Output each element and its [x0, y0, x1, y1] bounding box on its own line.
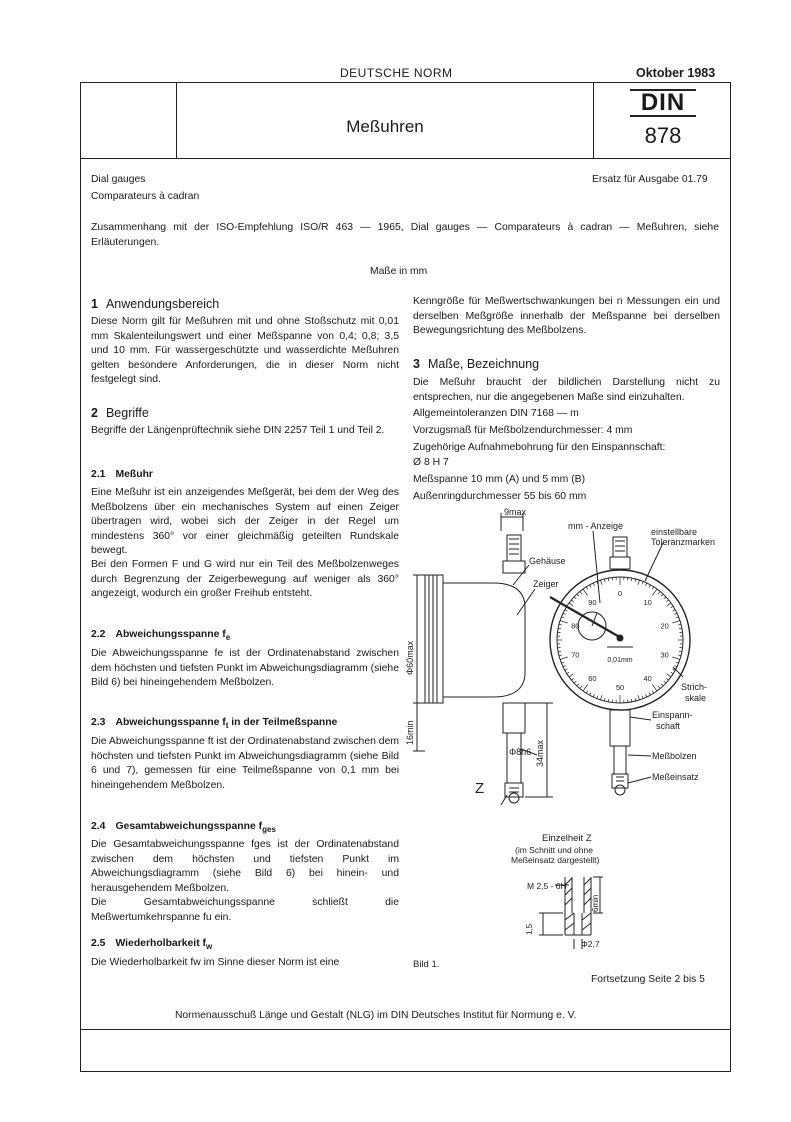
heading-3: 3 Maße, Bezeichnung: [413, 357, 540, 371]
dial-tick: [590, 585, 591, 588]
dim-60max: Φ60max: [405, 640, 415, 675]
dial-unit: 0,01mm: [607, 657, 633, 664]
din-logo: [630, 89, 696, 149]
dial-tick: [674, 666, 677, 667]
dial-tick: [671, 606, 674, 608]
dial-tick: [635, 579, 636, 582]
subtitle-en: Dial gauges: [91, 174, 146, 185]
dial-number: 30: [660, 650, 669, 660]
dial-tick: [671, 672, 674, 674]
dial-tick: [574, 681, 576, 683]
section-2-5-text: Die Wiederholbarkeit fw im Sinne dieser Norm ist eine: [91, 957, 340, 968]
dim-9max: 9max: [504, 507, 527, 517]
housing-side: [443, 583, 525, 697]
section-3-text: Die Meßuhr braucht der bildlichen Darstellung nicht zu entsprechen, nur die angegebenen Maße sind einzuhalten.: [413, 377, 720, 403]
dial-tick: [652, 691, 654, 694]
dial-tick: [658, 591, 660, 593]
units-note: Maße in mm: [370, 266, 428, 277]
ring-diameter-line: Außenringdurchmesser 55 bis 60 mm: [413, 491, 587, 502]
dial-tick: [667, 603, 671, 606]
dial-tick: [672, 657, 680, 659]
dial-tick: [652, 589, 657, 595]
section-2-1-text1: Eine Meßuhr ist ein anzeigendes Meßgerät, bei dem der Weg des Meßbolzens über ein mechanisches System auf einen Zeiger übertragen wird, wobei sich der Zeiger in der Regel um mindestens 360° vor einer gleichmäßig geteilten Rundskale bewegt.: [91, 487, 399, 557]
dial-tick: [601, 580, 603, 585]
figure-caption: Bild 1.: [413, 959, 440, 970]
dial-tick: [601, 695, 603, 700]
din-number: 878: [644, 123, 682, 148]
label-z: Z: [475, 780, 485, 797]
section-2-4-text2: Die Gesamtabweichungsspanne schließt die Meßwertumkehrspanne fu ein.: [91, 897, 399, 923]
dial-tick: [679, 651, 682, 652]
section-2-2-text: Die Abweichungsspanne fe ist der Ordinatenabstand zwischen dem höchsten und tiefsten Punkt im Abweichungsdiagramm (siehe Bild 6) bei hineingehendem Meßbolzen.: [91, 648, 399, 689]
label-messeinsatz: Meßeinsatz: [652, 772, 699, 782]
dial-tick: [567, 672, 570, 674]
dial-tick: [678, 655, 681, 656]
label-gehaeuse: Gehäuse: [529, 556, 566, 566]
dial-tick: [559, 624, 562, 625]
dim-15: 1,5: [525, 923, 534, 935]
dim-16min: 16min: [405, 720, 415, 745]
dial-shank: [610, 710, 630, 746]
dial-tick: [561, 617, 564, 618]
dial-tick: [631, 578, 632, 581]
dial-tick: [590, 693, 591, 696]
section-2-1-text2: Bei den Formen F und G wird nur ein Teil des Meßbolzenweges durch Begrenzung der Zeigerbewegung auf weniger als 360° angezeigt, wodurch ein großer Freihub entsteht.: [91, 559, 399, 600]
dim-8h6: Φ8h6: [509, 747, 532, 757]
page-title: Meßuhren: [346, 117, 424, 136]
heading-2-1: 2.1 Meßuhr: [91, 469, 153, 480]
dial-tick: [597, 696, 598, 699]
dial-tick: [642, 581, 643, 584]
dial-tick: [666, 678, 668, 680]
heading-2-2: 2.2 Abweichungsspanne $f_e$: [91, 629, 231, 643]
dial-tick: [586, 691, 588, 694]
dial-tick: [638, 695, 640, 700]
dial-tick: [577, 594, 579, 596]
dial-tick: [674, 613, 677, 614]
dial-tick: [604, 579, 605, 582]
label-tolerance-2: Toleranzmarken: [651, 537, 716, 547]
replaces-note: Ersatz für Ausgabe 01.79: [592, 174, 708, 185]
dial-tick: [652, 587, 654, 590]
dial-tick: [638, 580, 640, 585]
dial-tick: [667, 674, 671, 677]
dial-tick: [676, 662, 679, 663]
dial-tick: [569, 674, 573, 677]
section-2-text: Begriffe der Längenprüftechnik siehe DIN 2257 Teil 1 und Teil 2.: [91, 425, 385, 436]
dial-plunger: [614, 746, 626, 774]
dial-tick: [679, 628, 682, 629]
dial-tick: [580, 686, 582, 688]
detail-title: Einzelheit Z: [542, 833, 592, 844]
heading-1: 1 Anwendungsbereich: [91, 297, 220, 311]
heading-2-4: 2.4 Gesamtabweichungsspanne $f_{ges}$: [91, 821, 276, 835]
dial-tick: [678, 624, 681, 625]
detail-sub-2: Meßeinsatz dargestellt): [511, 855, 600, 865]
measuring-span-line: Meßspanne 10 mm (A) und 5 mm (B): [413, 474, 586, 485]
dial-number: 50: [615, 683, 625, 692]
dial-tick: [608, 578, 609, 581]
dial-tick: [571, 600, 573, 602]
tolerance-line: Allgemeintoleranzen DIN 7168 — m: [413, 408, 579, 419]
continuation-note: Fortsetzung Seite 2 bis 5: [591, 974, 705, 985]
dial-tick: [604, 698, 605, 701]
heading-2: 2 Begriffe: [91, 406, 149, 420]
plunger-side: [507, 733, 521, 783]
dial-tick: [661, 594, 663, 596]
dial-tick: [558, 628, 561, 629]
dial-tick: [664, 681, 666, 683]
section-2-4-text1: Die Gesamtabweichungsspanne fges ist der Ordinatenabstand zwischen dem höchsten und tiefsten Punkt im Abweichungsdiagramm (siehe Bild 6) bei hinein- und herausgehendem Meßbolzen.: [91, 839, 399, 894]
dial-tick: [583, 589, 588, 595]
header-box: [81, 83, 730, 159]
section-1-text: Diese Norm gilt für Meßuhren mit und ohne Stoßschutz mit 0,01 mm Skalenteilungswert und einer Meßspanne von 0,4; 0,8; 3,5 und 10 mm. Für wassergeschützte und wasserdichte Meßuhren gelten besondere Anforderungen, die in dieser Norm nicht festgelegt sind.: [91, 316, 399, 386]
dial-tick: [672, 621, 680, 623]
dial-tick: [574, 597, 576, 599]
dim-m25: M 2,5 - 6H: [527, 881, 567, 891]
publisher-note: Normenausschuß Länge und Gestalt (NLG) im DIN Deutsches Institut für Normung e. V.: [175, 1010, 577, 1021]
dial-tick: [608, 699, 609, 702]
section-2-3-text: Die Abweichungsspanne ft ist der Ordinatenabstand zwischen dem höchsten und tiefsten Punkt im Abweichungsdiagramm (siehe Bild 6 und 7), gemessen für eine Teilmeßspanne von 0,1 mm bei hineingehendem Meßbolzen.: [91, 736, 399, 791]
dial-tick: [563, 613, 566, 614]
dial-tick: [666, 600, 668, 602]
dial-tick: [583, 684, 588, 690]
dial-tick: [563, 666, 566, 667]
dial-tick: [635, 698, 636, 701]
clamping-shank: [503, 703, 525, 733]
dial-tick: [580, 591, 582, 593]
plunger-diameter-line: Vorzugsmaß für Meßbolzendurchmesser: 4 mm: [413, 425, 633, 436]
heading-2-5: 2.5 Wiederholbarkeit $f_w$: [91, 938, 213, 952]
heading-2-3: 2.3 Abweichungsspanne $f_t$ in der Teilmeßspanne: [91, 717, 338, 731]
dial-tick: [658, 686, 660, 688]
norm-label: DEUTSCHE NORM: [340, 66, 453, 80]
stem-collar: [503, 561, 525, 573]
dial-number: 10: [643, 597, 652, 607]
label-einspann-1: Einspann-: [652, 710, 693, 720]
label-einspann-2: schaft: [656, 721, 681, 731]
dim-6min: 6min: [591, 894, 600, 912]
label-zeiger: Zeiger: [533, 579, 559, 589]
dial-tick: [652, 684, 657, 690]
dial-tick: [676, 617, 679, 618]
bore-line: Zugehörige Aufnahmebohrung für den Einspannschaft:: [413, 442, 666, 453]
dial-stem-top: [613, 537, 627, 557]
dial-tick: [560, 657, 568, 659]
dial-tick: [565, 669, 568, 670]
dial-tick: [646, 583, 647, 586]
dial-tick: [560, 621, 568, 623]
dial-tick: [664, 597, 666, 599]
label-strich-1: Strich-: [681, 682, 708, 692]
bore-size-line: Ø 8 H 7: [413, 457, 449, 468]
dial-tick: [642, 696, 643, 699]
dial-tick: [558, 651, 561, 652]
dial-tick: [586, 587, 588, 590]
bezel-side: [425, 575, 443, 703]
relation-note: Zusammenhang mit der ISO-Empfehlung ISO/R 463 — 1965, Dial gauges — Comparateurs à cadran — Meßuhren, siehe Erläuterungen.: [91, 222, 719, 248]
dial-number: 60: [588, 674, 597, 684]
section-2-5-continued: Kenngröße für Meßwertschwankungen bei n Messungen ein und derselben Meßgröße innerhalb der Meßspanne bei derselben Bewegungsrichtung des Meßbolzens.: [413, 296, 720, 337]
dial-tick: [673, 610, 676, 611]
dial-tick: [565, 610, 568, 611]
dial-tick: [561, 662, 564, 663]
dim-27: Φ2,7: [581, 939, 600, 949]
dial-tick: [661, 684, 663, 686]
dim-34max: 34max: [535, 739, 545, 767]
issue-date: Oktober 1983: [636, 66, 716, 80]
figure-dial-gauge: [405, 505, 745, 975]
dial-tick: [631, 699, 632, 702]
dial-number: 90: [588, 597, 597, 607]
dial-tick: [593, 583, 594, 586]
dial-number: 0: [617, 589, 623, 598]
dial-tick: [571, 678, 573, 680]
dial-number: 40: [643, 674, 652, 684]
dial-tick: [649, 693, 650, 696]
dial-tick: [569, 603, 573, 606]
din-word: DIN: [630, 89, 696, 117]
dial-tick: [559, 655, 562, 656]
dial-tick: [577, 684, 579, 686]
subtitle-fr: Comparateurs à cadran: [91, 191, 200, 202]
dial-tick: [649, 585, 650, 588]
label-messbolzen: Meßbolzen: [652, 751, 697, 761]
dial-number: 70: [571, 650, 580, 660]
dial-tick: [646, 694, 647, 697]
label-strich-2: skale: [685, 693, 707, 703]
dial-tick: [593, 694, 594, 697]
label-mm-anzeige: mm - Anzeige: [568, 521, 624, 531]
dial-number: 80: [571, 621, 580, 631]
detail-sub-1: (im Schnitt und ohne: [515, 845, 593, 855]
label-tolerance-1: einstellbare: [651, 527, 698, 537]
dial-number: 20: [660, 621, 669, 631]
